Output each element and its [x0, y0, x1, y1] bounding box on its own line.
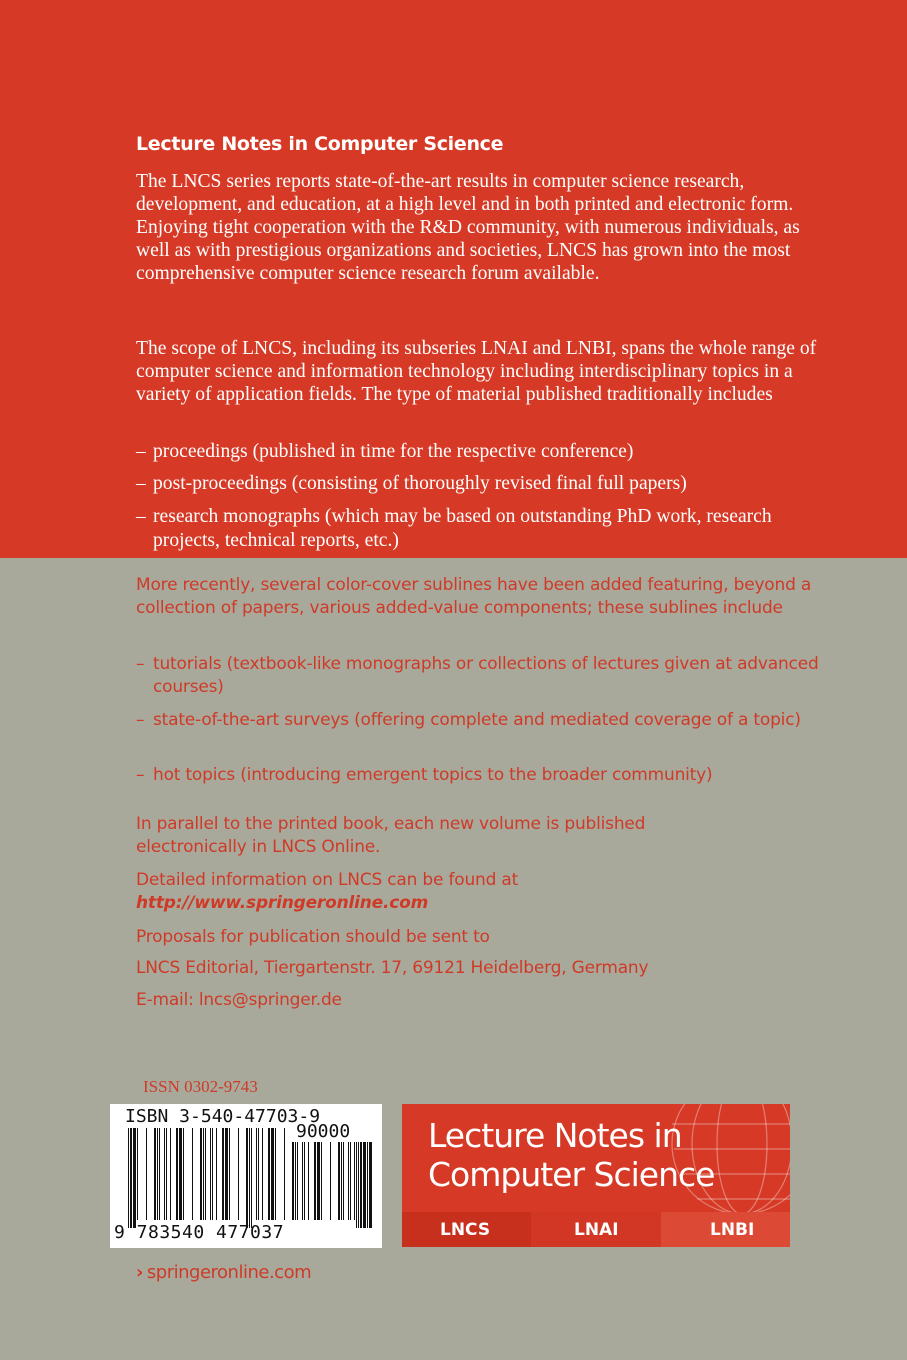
proposals-line: Proposals for publication should be sent to: [136, 927, 490, 947]
subline-item: [136, 764, 836, 787]
barcode-addon-text: 90000: [296, 1121, 351, 1142]
bullet-dash: –: [136, 765, 145, 785]
subseries-strip: [402, 1212, 790, 1247]
traditional-item: [136, 440, 836, 464]
subseries-lnbi: LNBI: [710, 1220, 755, 1240]
ean-text: 9 783540 477037: [114, 1222, 285, 1243]
subseries-lnai: LNAI: [574, 1220, 619, 1240]
subline-item: [136, 709, 836, 732]
email-line: E-mail: lncs@springer.de: [136, 990, 342, 1010]
traditional-item: [136, 505, 836, 553]
isbn-text: ISBN 3-540-47703-9: [125, 1106, 321, 1127]
bullet-dash: –: [136, 506, 146, 527]
bullet-dash: –: [136, 441, 146, 462]
logo-title-line2: Computer Science: [428, 1155, 715, 1194]
info-url-link[interactable]: http://www.springeronline.com: [136, 893, 429, 913]
subline-item-text: hot topics (introducing emergent topics to the broader community): [153, 765, 713, 785]
series-heading: Lecture Notes in Computer Science: [136, 133, 504, 155]
bullet-dash: –: [136, 710, 145, 730]
subline-item-text: state-of-the-art surveys (offering complete and mediated coverage of a topic): [153, 710, 801, 730]
series-logo: [402, 1104, 790, 1247]
chevron-right-icon: ›: [136, 1262, 143, 1283]
intro-paragraph: The LNCS series reports state-of-the-art results in computer science research, development, and education, at a high level and in both printed and electronic form. Enjoying tight cooperation with the R&D community, with numerous individuals, as well as with prestigious organizations and societies, LNCS has grown into the most comprehensive computer science research forum available.: [136, 171, 800, 284]
traditional-item-text: post-proceedings (consisting of thoroughly revised final full papers): [153, 473, 687, 494]
logo-title-line1: Lecture Notes in: [428, 1116, 682, 1155]
issn-number: ISSN 0302-9743: [143, 1077, 258, 1096]
subline-item: [136, 653, 836, 699]
bullet-dash: –: [136, 473, 146, 494]
logo-title: [428, 1116, 714, 1194]
subline-item-text: tutorials (textbook-like monographs or collections of lectures given at advanced courses): [153, 654, 819, 697]
publisher-link[interactable]: [136, 1262, 311, 1283]
info-line: Detailed information on LNCS can be found at: [136, 870, 519, 890]
traditional-item-text: proceedings (published in time for the respective conference): [153, 441, 634, 462]
scope-paragraph: The scope of LNCS, including its subseries LNAI and LNBI, spans the whole range of computer science and information technology including interdisciplinary topics in a variety of application fields. The type of material published traditionally includes: [136, 338, 817, 405]
publisher-link-text: springeronline.com: [146, 1262, 312, 1283]
traditional-item-text: research monographs (which may be based on outstanding PhD work, research projects, technical reports, etc.): [153, 506, 772, 551]
isbn-barcode: [110, 1104, 382, 1248]
traditional-item: [136, 472, 836, 496]
address-line: LNCS Editorial, Tiergartenstr. 17, 69121 Heidelberg, Germany: [136, 958, 649, 978]
sublines-paragraph: More recently, several color-cover sublines have been added featuring, beyond a collection of papers, various added-value components; these sublines include: [136, 575, 812, 618]
bullet-dash: –: [136, 654, 145, 674]
subseries-lncs: LNCS: [440, 1220, 491, 1240]
online-paragraph: In parallel to the printed book, each new volume is published electronically in LNCS Online.: [136, 814, 646, 857]
